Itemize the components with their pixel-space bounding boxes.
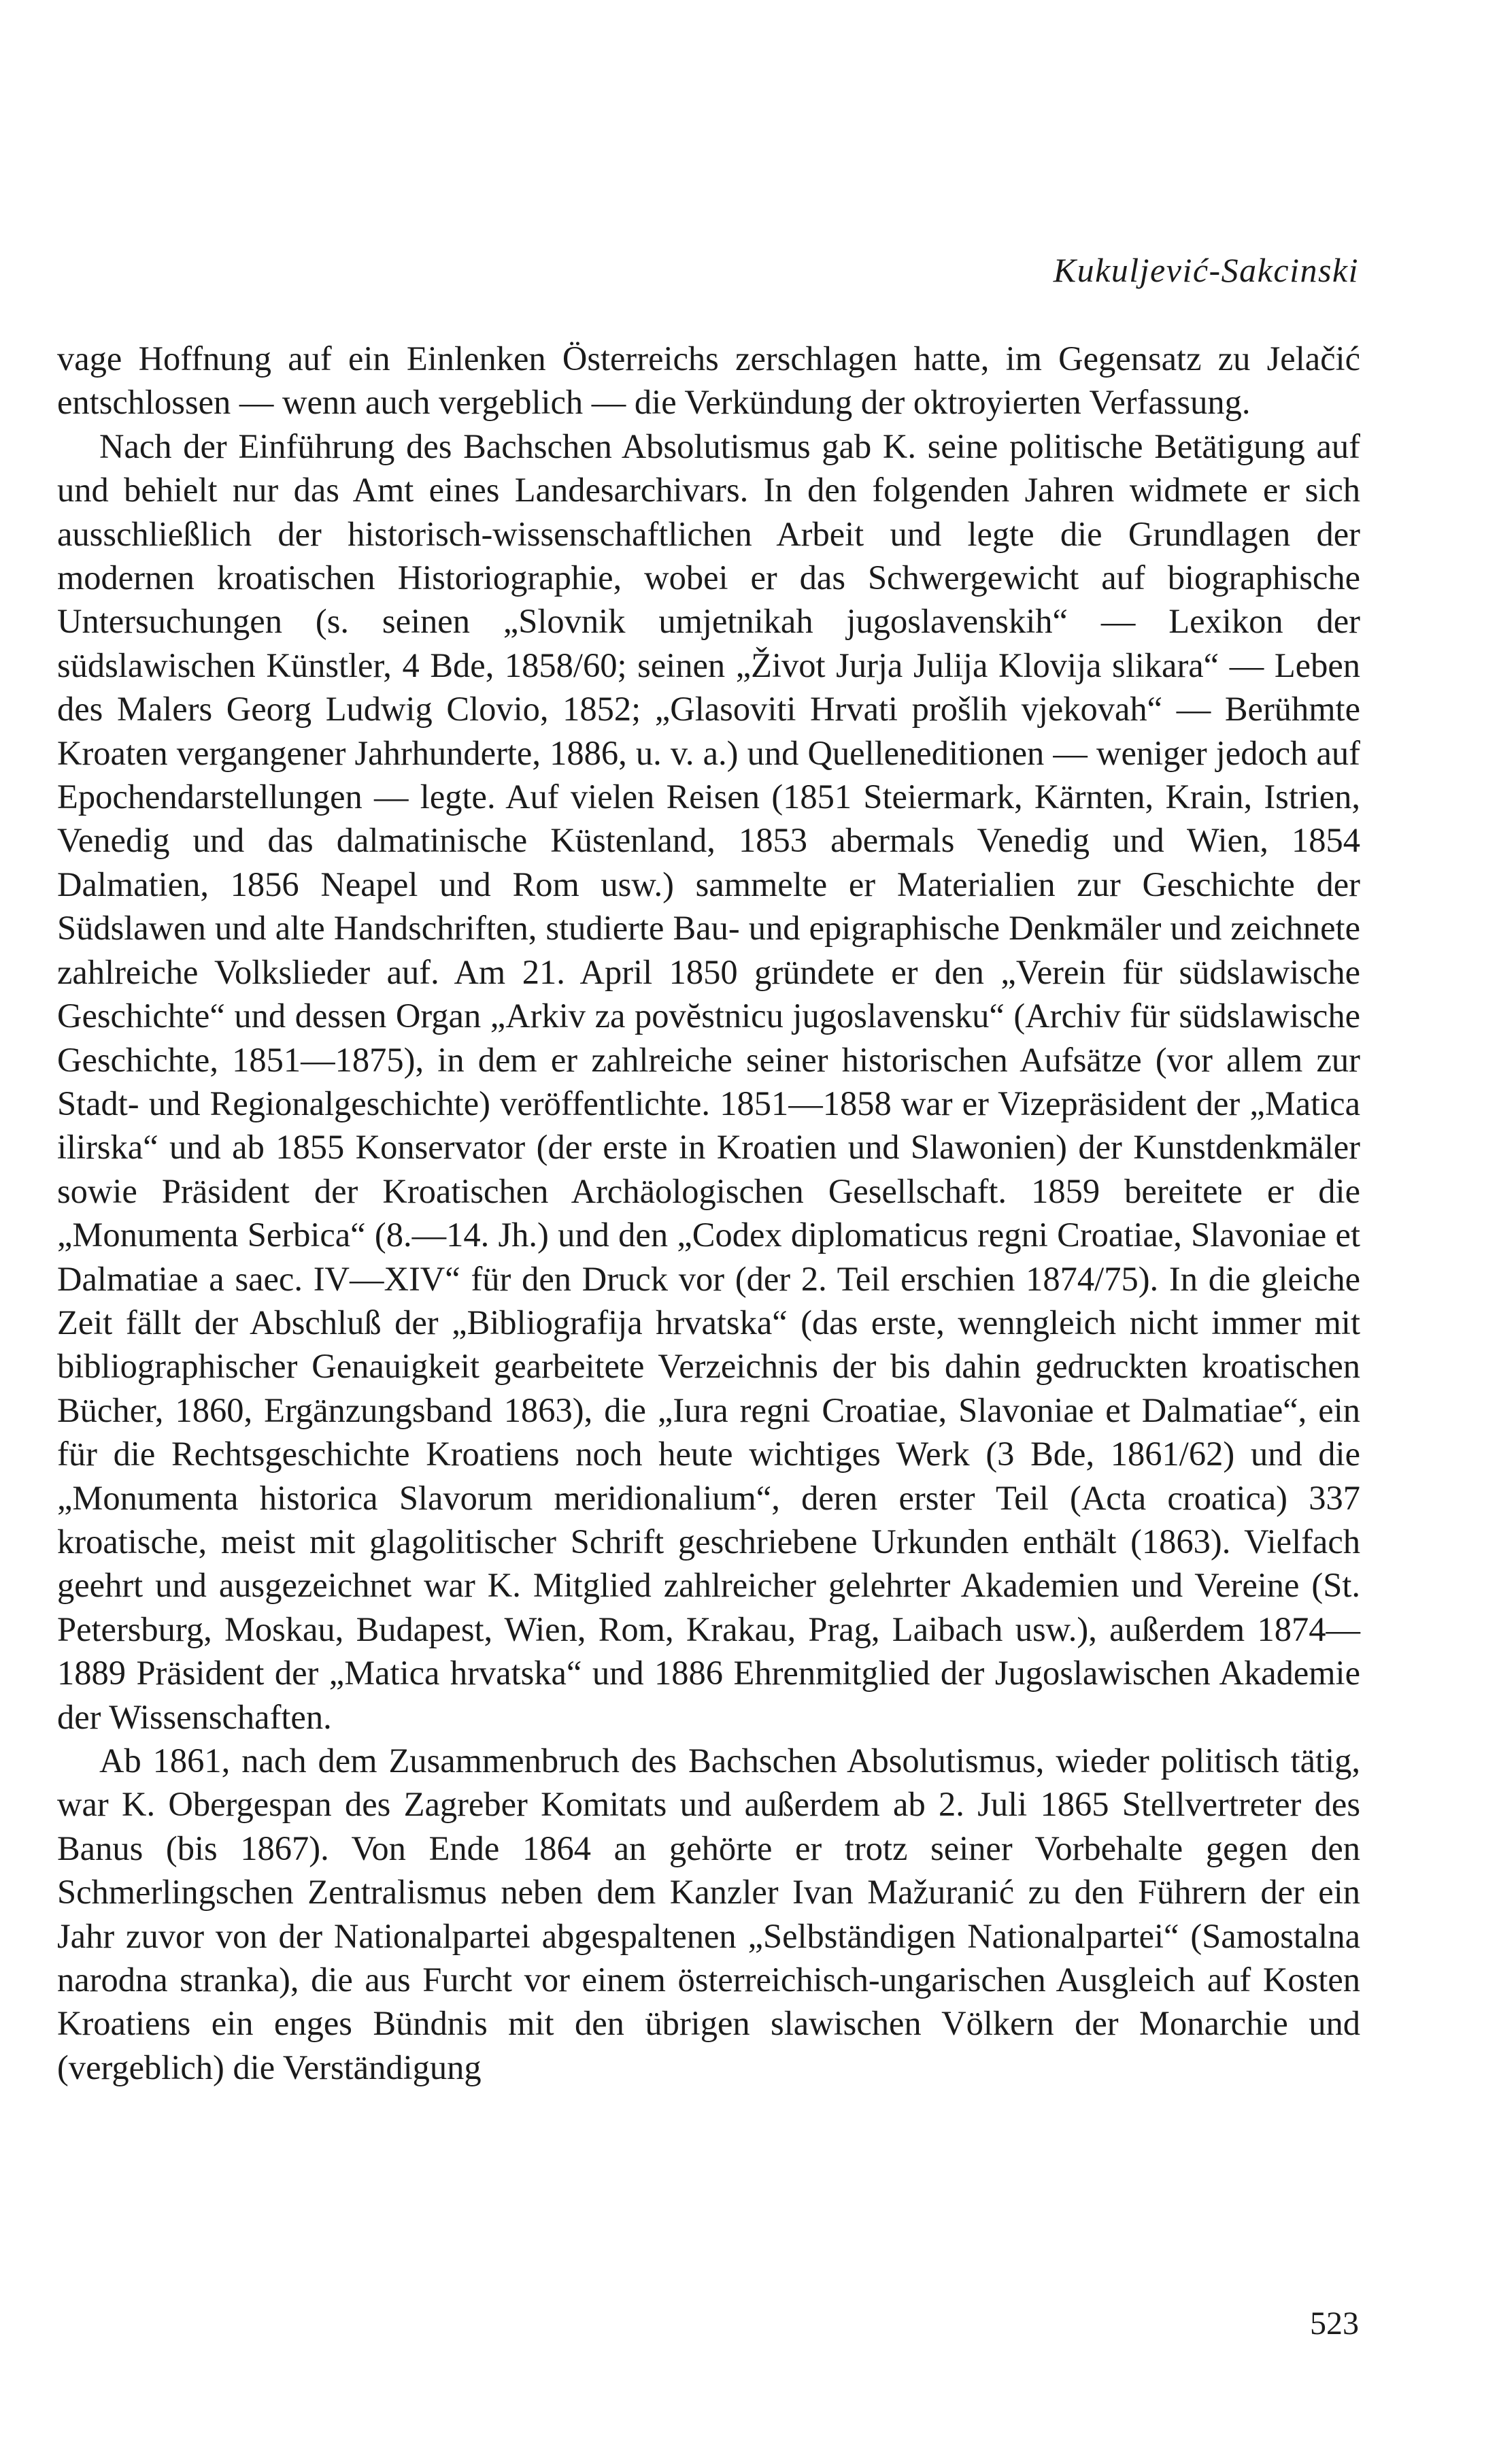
paragraph-2: Nach der Einführung des Bachschen Absolutismus gab K. seine politische Betätigung auf und behielt nur das Amt eines Landesarchivars. In den folgenden Jahren widmete er sich ausschließlich der historisch-wissenschaftlichen Arbeit und legte die Grundlagen der modernen kroatischen Historiographie, wobei er das Schwergewicht auf biographische Untersuchungen (s. seinen „Slovnik umjetnikah jugoslavenskih“ — Lexikon der südslawischen Künstler, 4 Bde, 1858/60; seinen „Život Jurja Julija Klovija slikara“ — Leben des Malers Georg Ludwig Clovio, 1852; „Glasoviti Hrvati prošlih vjekovah“ — Berühmte Kroaten vergangener Jahrhunderte, 1886, u. v. a.) und Quelleneditionen — weniger jedoch auf Epochendarstellungen — legte. Auf vielen Reisen (1851 Steiermark, Kärnten, Krain, Istrien, Venedig und das dalmatinische Küstenland, 1853 abermals Venedig und Wien, 1854 Dalmatien, 1856 Neapel und Rom usw.) sammelte er Materialien zur Geschichte der Südslawen und alte Handschriften, studierte Bau- und epigraphische Denkmäler und zeichnete zahlreiche Volkslieder auf. Am 21. April 1850 gründete er den „Verein für südslawische Geschichte“ und dessen Organ „Arkiv za povĕstnicu jugoslavensku“ (Archiv für südslawische Geschichte, 1851—1875), in dem er zahlreiche seiner historischen Aufsätze (vor allem zur Stadt- und Regionalgeschichte) veröffentlichte. 1851—1858 war er Vizepräsident der „Matica ilirska“ und ab 1855 Konservator (der erste in Kroatien und Slawonien) der Kunstdenkmäler sowie Präsident der Kroatischen Archäologischen Gesellschaft. 1859 bereitete er die „Monumenta Serbica“ (8.—14. Jh.) und den „Codex diplomaticus regni Croatiae, Slavoniae et Dalmatiae a saec. IV—XIV“ für den Druck vor (der 2. Teil erschien 1874/75). In die gleiche Zeit fällt der Abschluß der „Bibliografija hrvatska“ (das erste, wenngleich nicht immer mit bibliographischer Genauigkeit gearbeitete Verzeichnis der bis dahin gedruckten kroatischen Bücher, 1860, Ergänzungsband 1863), die „Iura regni Croatiae, Slavoniae et Dalmatiae“, ein für die Rechtsgeschichte Kroatiens noch heute wichtiges Werk (3 Bde, 1861/62) und die „Monumenta historica Slavorum meridionalium“, deren erster Teil (Acta croatica) 337 kroatische, meist mit glagolitischer Schrift geschriebene Urkunden enthält (1863). Vielfach geehrt und ausgezeichnet war K. Mitglied zahlreicher gelehrter Akademien und Vereine (St. Petersburg, Moskau, Budapest, Wien, Rom, Krakau, Prag, Laibach usw.), außerdem 1874—1889 Präsident der „Matica hrvatska“ und 1886 Ehrenmitglied der Jugoslawischen Akademie der Wissenschaften.: [57, 427, 1360, 1736]
body-text: [57, 337, 1360, 2089]
paragraph-1: vage Hoffnung auf ein Einlenken Österreichs zerschlagen hatte, im Gegensatz zu Jelačić entschlossen — wenn auch vergeblich — die Verkündung der oktroyierten Verfassung.: [57, 339, 1360, 422]
page-number: 523: [1310, 2305, 1359, 2342]
paragraph-3: Ab 1861, nach dem Zusammenbruch des Bachschen Absolutismus, wieder politisch tätig, war K. Obergespan des Zagreber Komitats und außerdem ab 2. Juli 1865 Stellvertreter des Banus (bis 1867). Von Ende 1864 an gehörte er trotz seiner Vorbehalte gegen den Schmerlingschen Zentralismus neben dem Kanzler Ivan Mažuranić zu den Führern der ein Jahr zuvor von der Nationalpartei abgespaltenen „Selbständigen Nationalpartei“ (Samostalna narodna stranka), die aus Furcht vor einem österreichisch-ungarischen Ausgleich auf Kosten Kroatiens ein enges Bündnis mit den übrigen slawischen Völkern der Monarchie und (vergeblich) die Verständigung: [57, 1742, 1360, 2086]
running-head: Kukuljević-Sakcinski: [1053, 251, 1359, 289]
